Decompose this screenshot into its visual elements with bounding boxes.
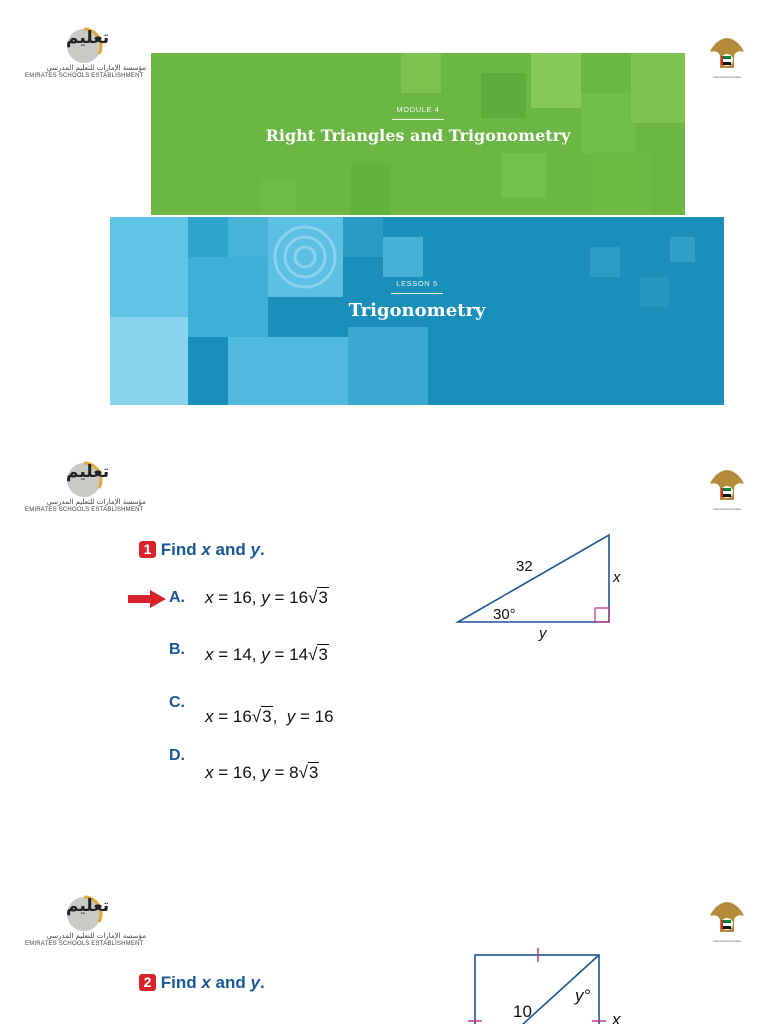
logo-english-name: EMIRATES SCHOOLS ESTABLISHMENT <box>25 941 144 947</box>
logo-arabic-name: مؤسسة الإمارات للتعليم المدرسي <box>46 64 146 72</box>
side-x-label: x <box>612 1010 621 1024</box>
emblem-caption: United Arab Emirates <box>712 939 742 943</box>
uae-emblem <box>707 898 747 948</box>
module-label: MODULE 4 <box>396 105 440 114</box>
side-y-label: y <box>539 625 547 642</box>
lesson-title: Trigonometry <box>348 300 486 321</box>
uae-emblem <box>707 466 747 516</box>
angle-label: 30° <box>493 606 516 623</box>
option-b-answer[interactable]: x = 14, y = 14√3 <box>205 645 328 664</box>
uae-emblem <box>707 34 747 84</box>
option-d-letter[interactable]: D. <box>169 747 185 764</box>
lesson-divider <box>391 293 443 294</box>
question-2-square-figure <box>466 945 630 1024</box>
correct-answer-arrow-icon <box>128 590 166 608</box>
lesson-label: LESSON 5 <box>396 279 438 288</box>
logo-arabic-name: مؤسسة الإمارات للتعليم المدرسي <box>46 498 146 506</box>
logo-english-name: EMIRATES SCHOOLS ESTABLISHMENT <box>25 73 144 79</box>
right-angle-marker <box>595 608 609 622</box>
lesson-banner <box>110 217 724 405</box>
question-1-triangle-figure <box>450 530 630 645</box>
emblem-caption: United Arab Emirates <box>712 75 742 79</box>
hypotenuse-label: 32 <box>516 558 533 575</box>
ese-logo <box>22 892 152 952</box>
option-c-answer[interactable]: x = 16√3, y = 16 <box>205 707 334 726</box>
emblem-caption: United Arab Emirates <box>712 507 742 511</box>
question-1-title: 1 Find x and y. <box>139 540 265 560</box>
question-number-badge: 1 <box>139 541 156 558</box>
angle-y-label: y° <box>575 986 591 1005</box>
module-banner <box>151 53 685 215</box>
ese-logo <box>22 24 152 84</box>
ese-logo <box>22 458 152 518</box>
diagonal-label: 10 <box>513 1002 532 1021</box>
question-2-title: 2 Find x and y. <box>139 973 265 993</box>
side-x-label: x <box>613 569 621 586</box>
module-title: Right Triangles and Trigonometry <box>265 126 571 145</box>
option-c-letter[interactable]: C. <box>169 694 185 711</box>
q2-option-a-partial <box>169 1018 299 1024</box>
option-b-letter[interactable]: B. <box>169 641 185 658</box>
ese-logo-wordmark: تعليم <box>66 896 110 916</box>
module-divider <box>392 119 444 120</box>
ese-logo-wordmark: تعليم <box>66 462 110 482</box>
option-a-answer[interactable]: x = 16, y = 16√3 <box>205 588 328 607</box>
logo-english-name: EMIRATES SCHOOLS ESTABLISHMENT <box>25 507 144 513</box>
question-number-badge: 2 <box>139 974 156 991</box>
option-a-letter[interactable]: A. <box>169 589 185 606</box>
right-triangle <box>458 535 609 622</box>
option-d-answer[interactable]: x = 16, y = 8√3 <box>205 763 319 782</box>
ese-logo-wordmark: تعليم <box>66 28 110 48</box>
logo-arabic-name: مؤسسة الإمارات للتعليم المدرسي <box>46 932 146 940</box>
